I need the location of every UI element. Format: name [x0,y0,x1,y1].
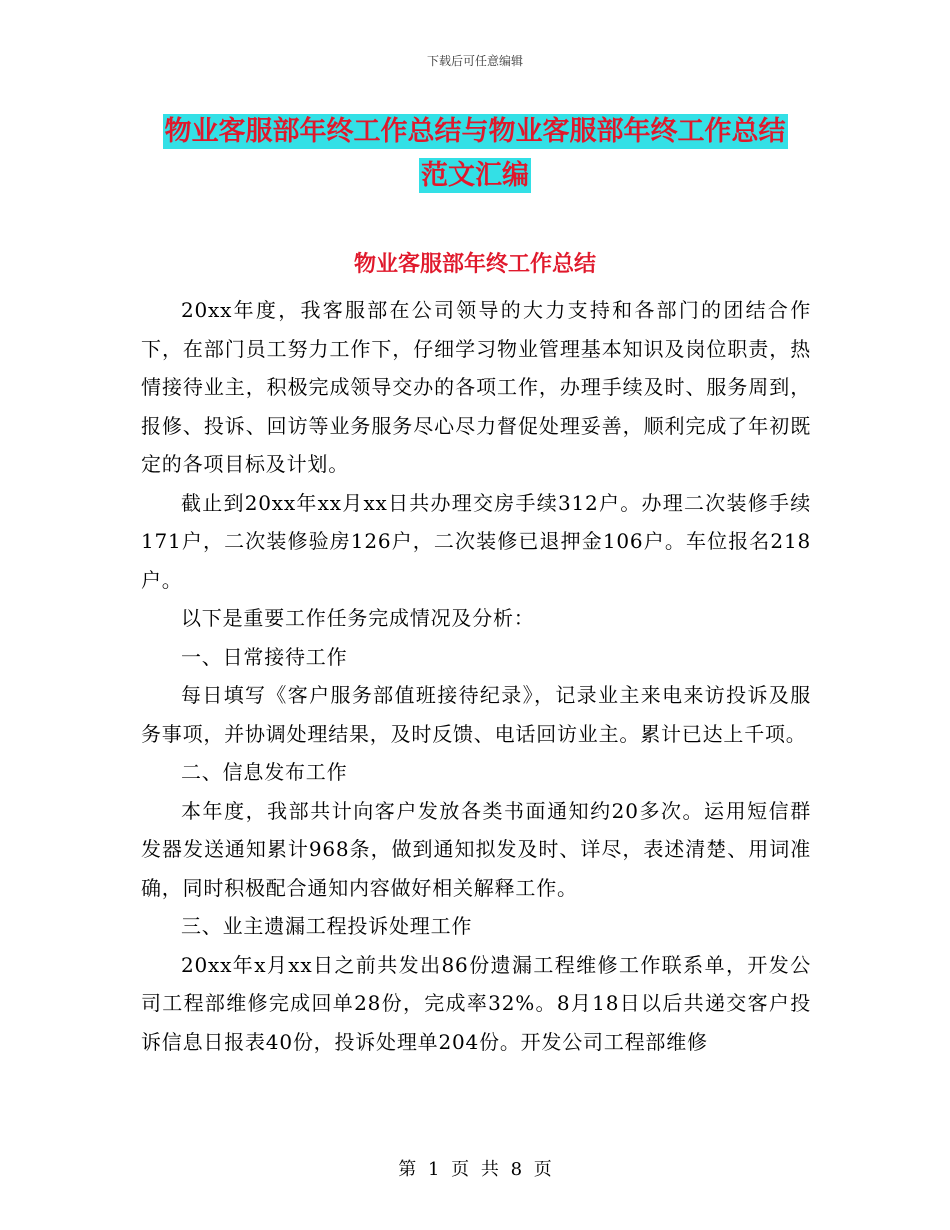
page-footer: 第 1 页 共 8 页 [398,1159,552,1180]
paragraph: 每日填写《客户服务部值班接待纪录》，记录业主来电来访投诉及服务事项，并协调处理结果，及时反馈、电话回访业主。累计已达上千项。 [141,683,811,746]
document-title-line-2: 范文汇编 [421,160,529,191]
paragraph: 本年度，我部共计向客户发放各类书面通知约20多次。运用短信群发器发送通知累计968条，做到通知拟发及时、详尽，表述清楚、用词准确，同时积极配合通知内容做好相关解释工作。 [141,798,811,900]
page-header-note: 下载后可任意编辑 [426,54,523,68]
paragraph: 以下是重要工作任务完成情况及分析： [181,606,535,630]
subheading: 二、信息发布工作 [181,760,348,784]
paragraph: 截止到20xx年xx月xx日共办理交房手续312户。办理二次装修手续171户，二次装修验房126户，二次装修已退押金106户。车位报名218户。 [141,490,811,592]
section-title: 物业客服部年终工作总结 [353,252,596,277]
subheading: 三、业主遗漏工程投诉处理工作 [181,914,473,938]
document-title [140,110,810,198]
subheading: 一、日常接待工作 [181,644,348,669]
paragraph: 20xx年度，我客服部在公司领导的大力支持和各部门的团结合作下，在部门员工努力工作下，仔细学习物业管理基本知识及岗位职责，热情接待业主，积极完成领导交办的各项工作，办理手续及时、服务周到，报修、投诉、回访等业务服务尽心尽力督促处理妥善，顺利完成了年初既定的各项目标及计划。 [141,298,811,476]
document-title-line-1: 物业客服部年终工作总结与物业客服部年终工作总结 [164,116,786,147]
body-text [141,291,811,1061]
paragraph: 20xx年x月xx日之前共发出86份遗漏工程维修工作联系单，开发公司工程部维修完成回单28份，完成率32%。8月18日以后共递交客户投诉信息日报表40份，投诉处理单204份。开发公司工程部维修 [141,952,811,1054]
